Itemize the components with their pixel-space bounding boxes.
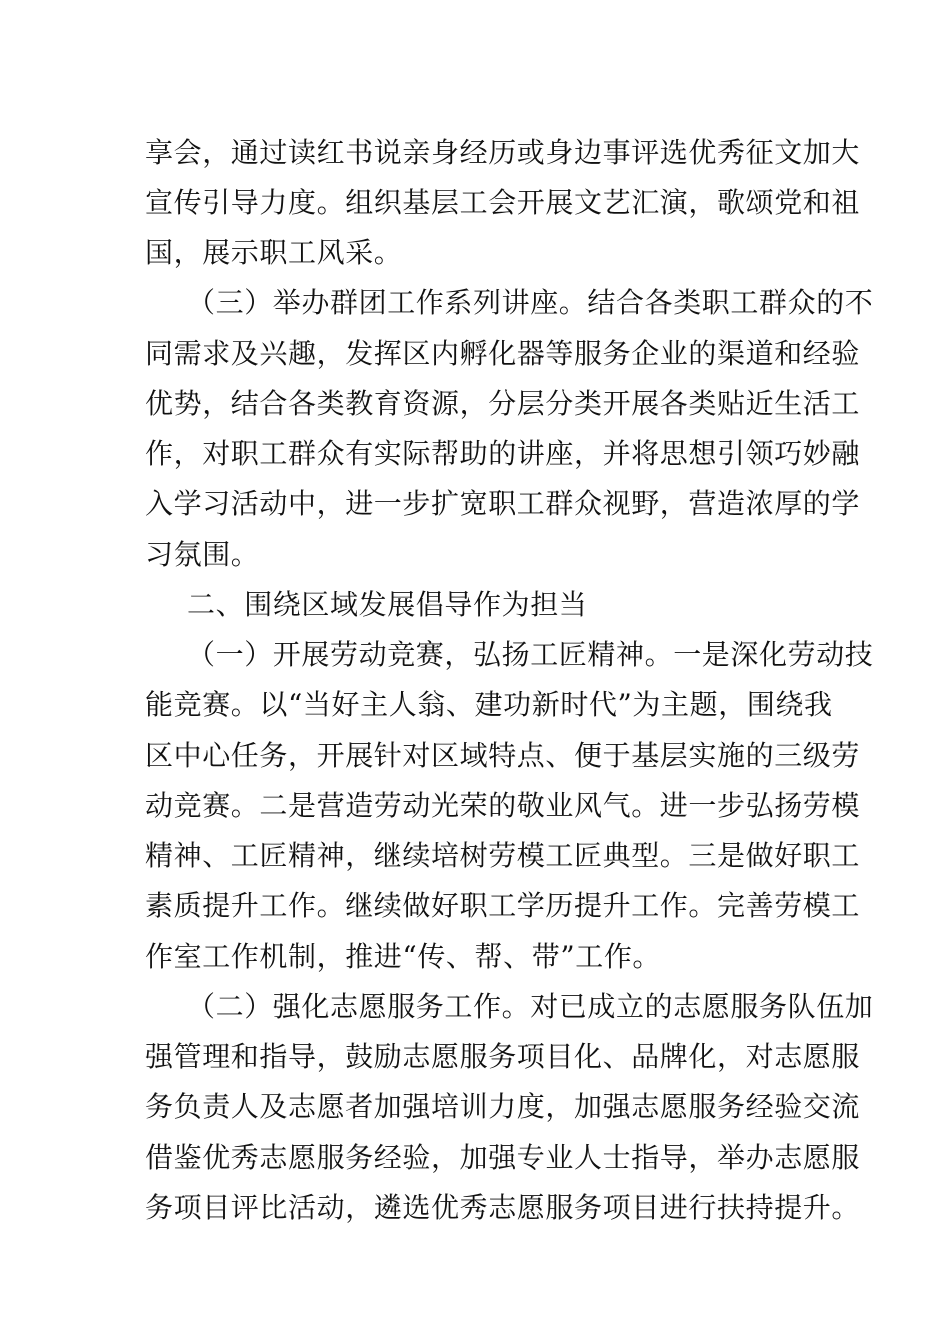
text-line: 作室工作机制，推进“传、帮、带”工作。: [145, 940, 662, 973]
section-heading-3: （三）举办群团工作系列讲座。结合各类职工群众的不: [187, 286, 874, 319]
text-line: 借鉴优秀志愿服务经验，加强专业人士指导，举办志愿服: [145, 1141, 861, 1174]
text-line: 入学习活动中，进一步扩宽职工群众视野，营造浓厚的学: [145, 487, 861, 520]
text-line: 作，对职工群众有实际帮助的讲座，并将思想引领巧妙融: [145, 437, 861, 470]
text-line: 习氛围。: [145, 538, 260, 571]
section-heading-2: 二、围绕区域发展倡导作为担当: [187, 588, 588, 621]
text-line: 素质提升工作。继续做好职工学历提升工作。完善劳模工: [145, 889, 861, 922]
text-line: 区中心任务，开展针对区域特点、便于基层实施的三级劳: [145, 739, 861, 772]
text-line: 务负责人及志愿者加强培训力度，加强志愿服务经验交流: [145, 1090, 861, 1123]
text-line: 能竞赛。以“当好主人翁、建功新时代”为主题，围绕我: [145, 688, 833, 721]
text-line: 同需求及兴趣，发挥区内孵化器等服务企业的渠道和经验: [145, 337, 861, 370]
text-line: 优势，结合各类教育资源，分层分类开展各类贴近生活工: [145, 387, 861, 420]
text-line: 宣传引导力度。组织基层工会开展文艺汇演，歌颂党和祖: [145, 186, 861, 219]
text-line: 享会，通过读红书说亲身经历或身边事评选优秀征文加大: [145, 136, 861, 169]
section-heading-2b: （二）强化志愿服务工作。对已成立的志愿服务队伍加: [187, 990, 874, 1023]
text-line: 强管理和指导，鼓励志愿服务项目化、品牌化，对志愿服: [145, 1040, 861, 1073]
text-line: 精神、工匠精神，继续培树劳模工匠典型。三是做好职工: [145, 839, 861, 872]
text-line: 动竞赛。二是营造劳动光荣的敬业风气。进一步弘扬劳模: [145, 789, 861, 822]
text-line: 国，展示职工风采。: [145, 236, 403, 269]
section-heading-1: （一）开展劳动竞赛，弘扬工匠精神。一是深化劳动技: [187, 638, 874, 671]
text-line: 务项目评比活动，遴选优秀志愿服务项目进行扶持提升。: [145, 1191, 861, 1224]
